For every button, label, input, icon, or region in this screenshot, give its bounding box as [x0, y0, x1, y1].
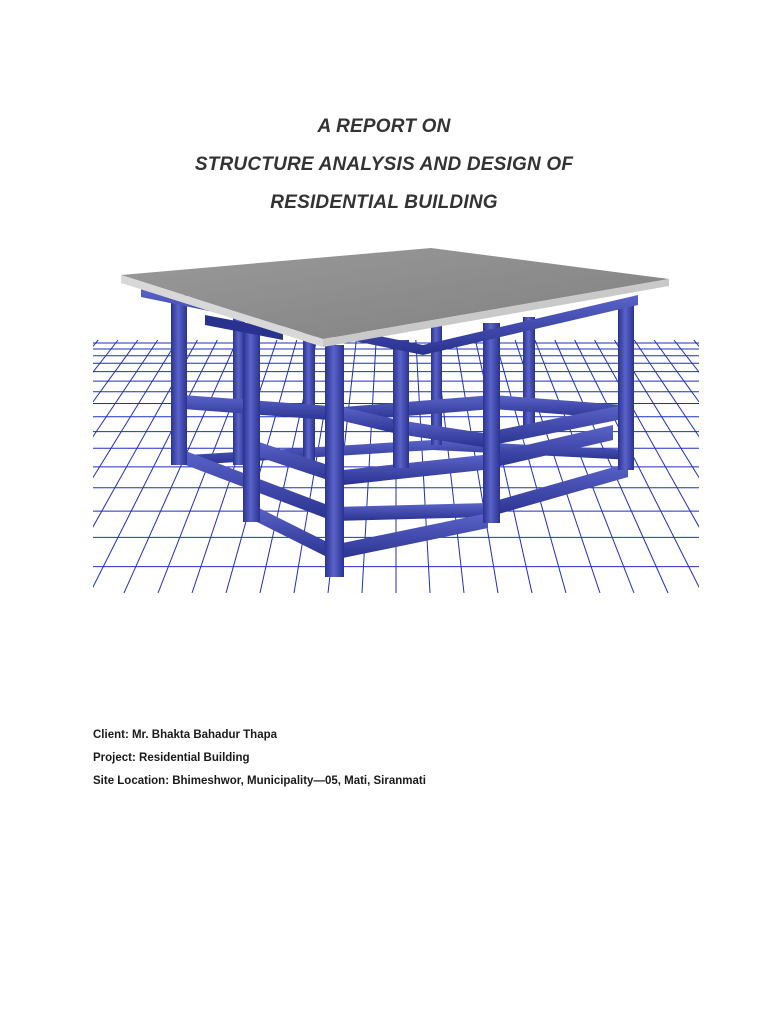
project-details	[93, 725, 713, 794]
roof-slab	[121, 248, 669, 347]
title-line-1: A REPORT ON	[317, 116, 451, 137]
building-frame-3d-model	[93, 245, 699, 593]
client-line: Client: Mr. Bhakta Bahadur Thapa	[93, 729, 278, 741]
project-line: Project: Residential Building	[93, 752, 250, 764]
structure-illustration	[93, 245, 699, 593]
title-line-3: RESIDENTIAL BUILDING	[270, 192, 498, 213]
site-location-line: Site Location: Bhimeshwor, Municipality—05, Mati, Siranmati	[93, 775, 426, 787]
title-line-2: STRUCTURE ANALYSIS AND DESIGN OF	[194, 154, 574, 175]
report-title	[0, 113, 768, 227]
